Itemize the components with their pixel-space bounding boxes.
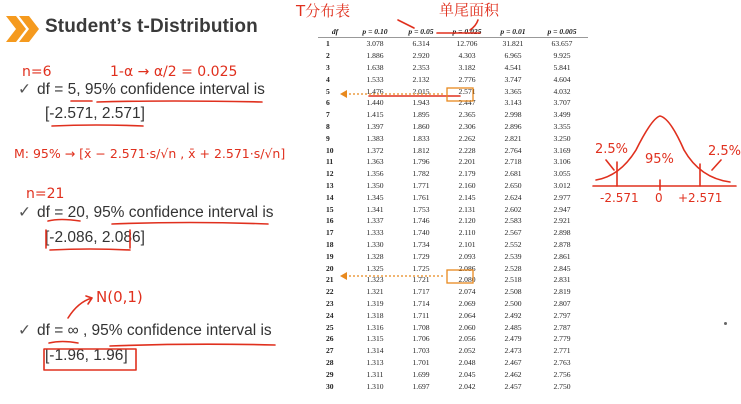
value-cell: 3.182: [458, 62, 476, 72]
value-cell: 2.528: [504, 263, 522, 273]
value-cell: 1.313: [366, 357, 384, 367]
df-cell: 25: [326, 322, 334, 332]
value-cell: 31.821: [502, 39, 524, 49]
value-cell: 1.703: [412, 346, 430, 356]
value-cell: 1.943: [412, 98, 430, 108]
value-cell: 1.886: [366, 51, 384, 61]
df-cell: 4: [326, 74, 330, 84]
value-cell: 1.345: [366, 192, 384, 202]
table-row: [318, 357, 588, 369]
value-cell: 2.052: [458, 346, 476, 356]
value-cell: 4.303: [458, 51, 476, 61]
value-cell: 3.078: [366, 39, 384, 49]
value-cell: 2.831: [553, 275, 571, 285]
value-cell: 2.201: [458, 157, 476, 167]
value-cell: 2.763: [553, 357, 571, 367]
value-cell: 1.337: [366, 216, 384, 226]
value-cell: 1.697: [412, 381, 430, 391]
table-row: [318, 191, 588, 203]
value-cell: 4.604: [553, 74, 571, 84]
table-row: [318, 333, 588, 345]
value-cell: 2.473: [504, 346, 522, 356]
chevron-icon: [6, 16, 42, 42]
value-cell: 1.729: [412, 251, 430, 261]
value-cell: 2.306: [458, 121, 476, 131]
value-cell: 2.756: [553, 369, 571, 379]
value-cell: 2.074: [458, 287, 476, 297]
value-cell: 2.228: [458, 145, 476, 155]
table-row: [318, 274, 588, 286]
value-cell: 1.328: [366, 251, 384, 261]
value-cell: 2.179: [458, 169, 476, 179]
annotation-normal: N(0,1): [96, 288, 143, 306]
value-cell: 4.541: [504, 62, 522, 72]
table-row: [318, 50, 588, 62]
table-row: [318, 180, 588, 192]
df-cell: 24: [326, 310, 334, 320]
value-cell: 2.947: [553, 204, 571, 214]
value-cell: 1.330: [366, 239, 384, 249]
value-cell: 1.321: [366, 287, 384, 297]
header-p001: p = 0.01: [490, 26, 536, 38]
value-cell: 1.318: [366, 310, 384, 320]
table-row: [318, 298, 588, 310]
value-cell: 2.093: [458, 251, 476, 261]
value-cell: 1.319: [366, 298, 384, 308]
df-cell: 6: [326, 98, 330, 108]
value-cell: 1.397: [366, 121, 384, 131]
value-cell: 3.355: [553, 121, 571, 131]
bullet-df20: ✓ df = 20, 95% confidence interval is: [18, 204, 274, 221]
value-cell: 2.807: [553, 298, 571, 308]
annotation-right-crit: +2.571: [678, 191, 723, 205]
value-cell: 1.638: [366, 62, 384, 72]
df-cell: 29: [326, 369, 334, 379]
value-cell: 2.776: [458, 74, 476, 84]
df-cell: 8: [326, 121, 330, 131]
table-row: [318, 239, 588, 251]
value-cell: 2.479: [504, 334, 522, 344]
table-row: [318, 262, 588, 274]
value-cell: 2.920: [412, 51, 430, 61]
value-cell: 1.771: [412, 180, 430, 190]
df-cell: 14: [326, 192, 334, 202]
slide-title: Student’s t-Distribution: [45, 16, 258, 37]
df-cell: 1: [326, 39, 330, 49]
value-cell: 1.717: [412, 287, 430, 297]
value-cell: 3.012: [553, 180, 571, 190]
value-cell: 1.310: [366, 381, 384, 391]
value-cell: 2.467: [504, 357, 522, 367]
annotation-center: 95%: [645, 152, 674, 167]
value-cell: 1.711: [412, 310, 430, 320]
value-cell: 1.753: [412, 204, 430, 214]
value-cell: 1.761: [412, 192, 430, 202]
value-cell: 9.925: [553, 51, 571, 61]
df-cell: 2: [326, 51, 330, 61]
value-cell: 2.718: [504, 157, 522, 167]
value-cell: 2.861: [553, 251, 571, 261]
table-row: [318, 121, 588, 133]
t-distribution-table: [318, 26, 588, 392]
value-cell: 1.311: [366, 369, 384, 379]
table-row: [318, 321, 588, 333]
value-cell: 3.106: [553, 157, 571, 167]
value-cell: 2.821: [504, 133, 522, 143]
value-cell: 2.160: [458, 180, 476, 190]
table-row: [318, 97, 588, 109]
annotation-alpha: 1-α → α/2 = 0.025: [110, 64, 238, 80]
value-cell: 2.145: [458, 192, 476, 202]
value-cell: 2.681: [504, 169, 522, 179]
value-cell: 1.341: [366, 204, 384, 214]
df-cell: 15: [326, 204, 334, 214]
value-cell: 1.782: [412, 169, 430, 179]
table-row: [318, 144, 588, 156]
table-row: [318, 309, 588, 321]
value-cell: 2.998: [504, 110, 522, 120]
annotation-left-crit: -2.571: [600, 191, 639, 205]
value-cell: 2.539: [504, 251, 522, 261]
value-cell: 2.064: [458, 310, 476, 320]
value-cell: 1.316: [366, 322, 384, 332]
df-cell: 28: [326, 357, 334, 367]
value-cell: 2.896: [504, 121, 522, 131]
interval-dfinf: [-1.96, 1.96]: [45, 347, 128, 364]
value-cell: 1.415: [366, 110, 384, 120]
header-p0005: p = 0.005: [536, 26, 588, 38]
df-cell: 21: [326, 275, 334, 285]
df-cell: 10: [326, 145, 334, 155]
value-cell: 2.878: [553, 239, 571, 249]
df-cell: 22: [326, 287, 334, 297]
value-cell: 1.440: [366, 98, 384, 108]
table-header-row: [318, 26, 588, 38]
value-cell: 1.315: [366, 334, 384, 344]
value-cell: 3.055: [553, 169, 571, 179]
annotation-n21: n=21: [26, 186, 65, 202]
value-cell: 1.476: [366, 86, 384, 96]
table-row: [318, 286, 588, 298]
df-cell: 16: [326, 216, 334, 226]
value-cell: 3.250: [553, 133, 571, 143]
bullet-df5: ✓ df = 5, 95% confidence interval is: [18, 81, 265, 98]
value-cell: 2.048: [458, 357, 476, 367]
value-cell: 4.032: [553, 86, 571, 96]
value-cell: 2.500: [504, 298, 522, 308]
df-cell: 20: [326, 263, 334, 273]
df-cell: 12: [326, 169, 334, 179]
value-cell: 2.797: [553, 310, 571, 320]
table-row: [318, 227, 588, 239]
value-cell: 2.060: [458, 322, 476, 332]
value-cell: 2.056: [458, 334, 476, 344]
value-cell: 2.921: [553, 216, 571, 226]
table-row: [318, 85, 588, 97]
value-cell: 2.602: [504, 204, 522, 214]
value-cell: 2.110: [458, 228, 476, 238]
value-cell: 2.583: [504, 216, 522, 226]
value-cell: 2.845: [553, 263, 571, 273]
value-cell: 1.372: [366, 145, 384, 155]
df-cell: 5: [326, 86, 330, 96]
value-cell: 2.447: [458, 98, 476, 108]
interval-df5: [-2.571, 2.571]: [45, 105, 145, 122]
value-cell: 2.457: [504, 381, 522, 391]
annotation-right-tail: 2.5%: [708, 144, 741, 159]
stray-dot: [724, 322, 727, 325]
df-cell: 7: [326, 110, 330, 120]
value-cell: 2.069: [458, 298, 476, 308]
value-cell: 1.708: [412, 322, 430, 332]
value-cell: 1.350: [366, 180, 384, 190]
table-row: [318, 250, 588, 262]
value-cell: 1.333: [366, 228, 384, 238]
value-cell: 2.492: [504, 310, 522, 320]
annotation-table-label: T分布表: [296, 2, 351, 20]
value-cell: 2.977: [553, 192, 571, 202]
value-cell: 1.734: [412, 239, 430, 249]
value-cell: 12.706: [456, 39, 478, 49]
value-cell: 2.101: [458, 239, 476, 249]
table-row: [318, 215, 588, 227]
value-cell: 6.965: [504, 51, 522, 61]
df-cell: 9: [326, 133, 330, 143]
value-cell: 2.045: [458, 369, 476, 379]
value-cell: 2.571: [458, 86, 476, 96]
annotation-ci-formula: M: 95% → [x̄ − 2.571·s/√n , x̄ + 2.571·s/√n]: [14, 146, 286, 161]
table-row: [318, 109, 588, 121]
value-cell: 2.764: [504, 145, 522, 155]
value-cell: 2.353: [412, 62, 430, 72]
table-row: [318, 73, 588, 85]
df-cell: 17: [326, 228, 334, 238]
table-row: [318, 156, 588, 168]
value-cell: 2.779: [553, 334, 571, 344]
value-cell: 1.323: [366, 275, 384, 285]
value-cell: 2.898: [553, 228, 571, 238]
annotation-zero: 0: [655, 191, 663, 205]
header-p0025: p = 0.025: [444, 26, 490, 38]
value-cell: 2.132: [412, 74, 430, 84]
value-cell: 1.533: [366, 74, 384, 84]
value-cell: 2.131: [458, 204, 476, 214]
df-cell: 13: [326, 180, 334, 190]
value-cell: 1.721: [412, 275, 430, 285]
table-row: [318, 380, 588, 392]
value-cell: 1.714: [412, 298, 430, 308]
header-p010: p = 0.10: [352, 26, 398, 38]
annotation-tail-area: 单尾面积: [439, 1, 500, 19]
header-p005: p = 0.05: [398, 26, 444, 38]
value-cell: 3.143: [504, 98, 522, 108]
value-cell: 2.508: [504, 287, 522, 297]
df-cell: 27: [326, 346, 334, 356]
df-cell: 18: [326, 239, 334, 249]
value-cell: 2.086: [458, 263, 476, 273]
value-cell: 1.812: [412, 145, 430, 155]
value-cell: 2.819: [553, 287, 571, 297]
value-cell: 1.356: [366, 169, 384, 179]
value-cell: 3.365: [504, 86, 522, 96]
table-row: [318, 203, 588, 215]
value-cell: 1.363: [366, 157, 384, 167]
interval-df20: [-2.086, 2.086]: [45, 229, 145, 246]
value-cell: 2.120: [458, 216, 476, 226]
value-cell: 1.746: [412, 216, 430, 226]
value-cell: 1.895: [412, 110, 430, 120]
value-cell: 1.796: [412, 157, 430, 167]
bullet-dfinf: ✓ df = ∞ , 95% confidence interval is: [18, 322, 272, 339]
check-icon: ✓: [18, 81, 31, 98]
value-cell: 2.485: [504, 322, 522, 332]
df-cell: 26: [326, 334, 334, 344]
value-cell: 2.462: [504, 369, 522, 379]
value-cell: 2.750: [553, 381, 571, 391]
value-cell: 1.725: [412, 263, 430, 273]
value-cell: 2.567: [504, 228, 522, 238]
df-cell: 3: [326, 62, 330, 72]
value-cell: 2.365: [458, 110, 476, 120]
value-cell: 3.169: [553, 145, 571, 155]
value-cell: 1.740: [412, 228, 430, 238]
value-cell: 1.833: [412, 133, 430, 143]
value-cell: 6.314: [412, 39, 430, 49]
value-cell: 2.552: [504, 239, 522, 249]
annotation-n6: n=6: [22, 64, 52, 80]
table-row: [318, 132, 588, 144]
value-cell: 1.701: [412, 357, 430, 367]
value-cell: 2.518: [504, 275, 522, 285]
table-row: [318, 62, 588, 74]
value-cell: 2.080: [458, 275, 476, 285]
table-row: [318, 345, 588, 357]
check-icon: ✓: [18, 322, 31, 339]
value-cell: 1.699: [412, 369, 430, 379]
value-cell: 2.787: [553, 322, 571, 332]
value-cell: 1.383: [366, 133, 384, 143]
header-df: df: [318, 26, 352, 38]
df-cell: 23: [326, 298, 334, 308]
value-cell: 1.325: [366, 263, 384, 273]
value-cell: 3.747: [504, 74, 522, 84]
value-cell: 2.650: [504, 180, 522, 190]
value-cell: 3.707: [553, 98, 571, 108]
value-cell: 2.015: [412, 86, 430, 96]
table-row: [318, 368, 588, 380]
value-cell: 1.706: [412, 334, 430, 344]
value-cell: 2.771: [553, 346, 571, 356]
value-cell: 2.042: [458, 381, 476, 391]
table-row: [318, 38, 588, 50]
check-icon: ✓: [18, 204, 31, 221]
value-cell: 2.624: [504, 192, 522, 202]
value-cell: 5.841: [553, 62, 571, 72]
table-row: [318, 168, 588, 180]
df-cell: 11: [326, 157, 334, 167]
value-cell: 63.657: [551, 39, 573, 49]
annotation-left-tail: 2.5%: [595, 142, 629, 157]
value-cell: 2.262: [458, 133, 476, 143]
value-cell: 3.499: [553, 110, 571, 120]
df-cell: 19: [326, 251, 334, 261]
value-cell: 1.314: [366, 346, 384, 356]
value-cell: 1.860: [412, 121, 430, 131]
df-cell: 30: [326, 381, 334, 391]
